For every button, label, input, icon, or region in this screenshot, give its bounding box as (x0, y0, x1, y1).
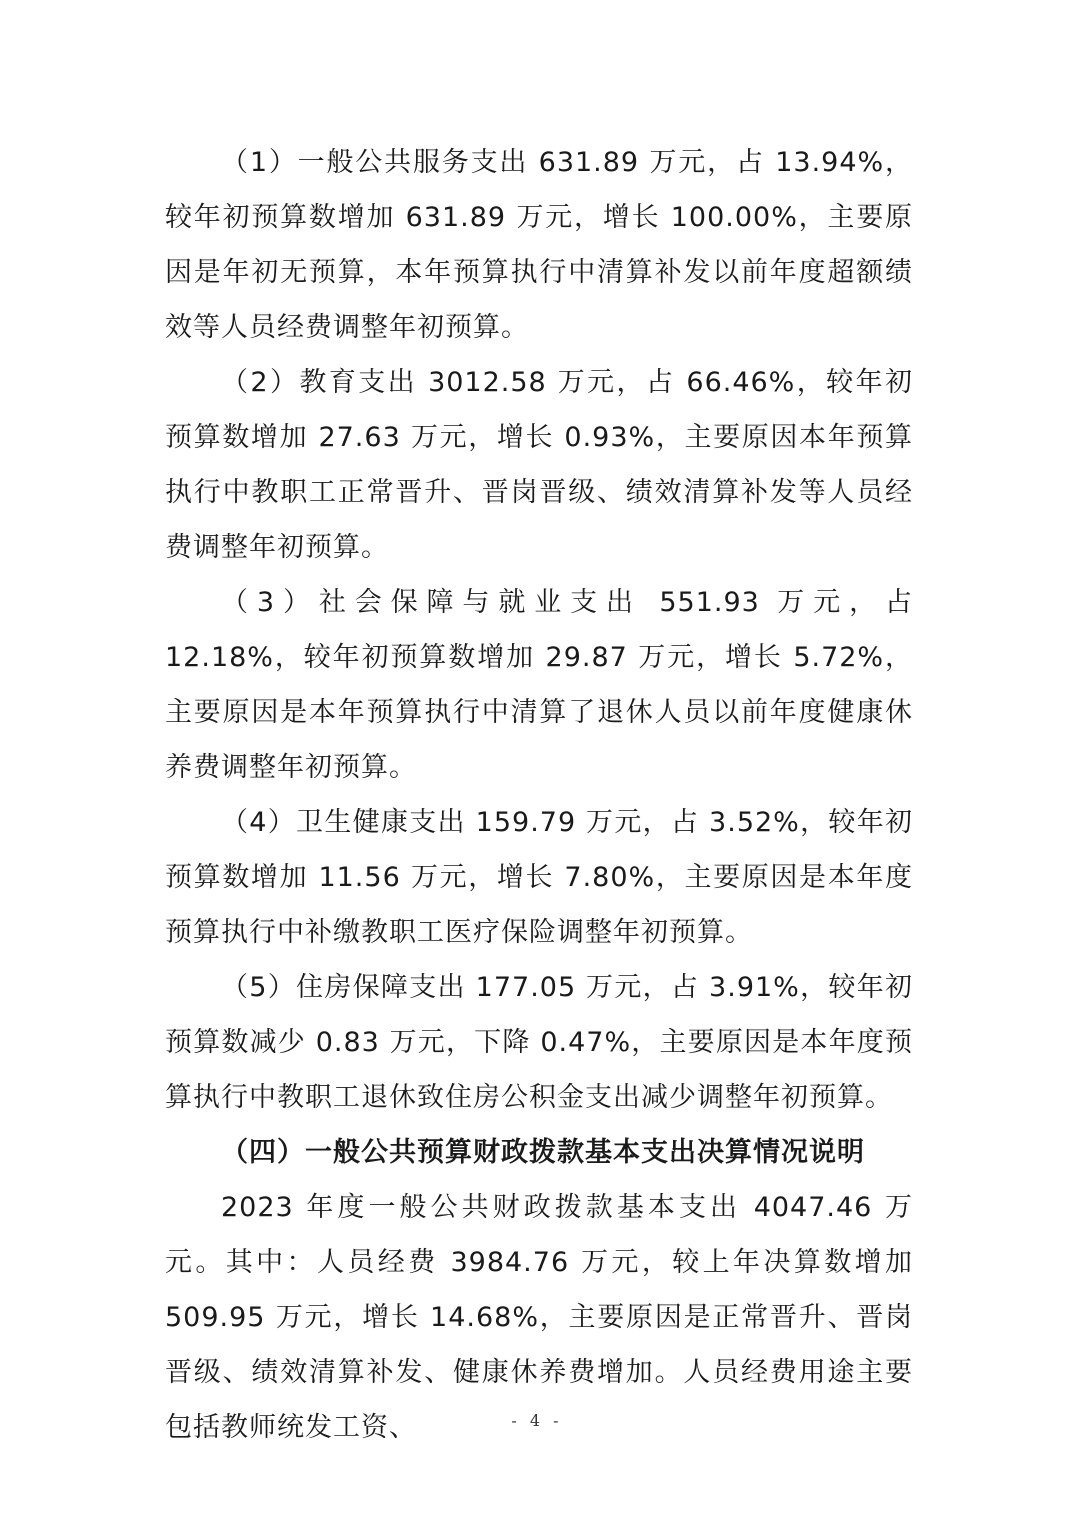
page-number: - 4 - (511, 1411, 563, 1430)
paragraph-health: （4）卫生健康支出 159.79 万元，占 3.52%，较年初预算数增加 11.56 万元，增长 7.80%，主要原因是本年度预算执行中补缴教职工医疗保险调整年初预算。 (165, 807, 913, 948)
document-body (165, 135, 913, 1455)
section-heading: （四）一般公共预算财政拨款基本支出决算情况说明 (221, 1137, 865, 1168)
paragraph-social-security: （3）社会保障与就业支出 551.93 万元，占 12.18%，较年初预算数增加 29.87 万元，增长 5.72%，主要原因是本年预算执行中清算了退休人员以前年度健康休养费调整年初预算。 (165, 587, 913, 783)
paragraph-basic-expenditure: 2023 年度一般公共财政拨款基本支出 4047.46 万元。其中：人员经费 3984.76 万元，较上年决算数增加 509.95 万元，增长 14.68%，主要原因是正常晋升、晋岗晋级、绩效清算补发、健康休养费增加。人员经费用途主要包括教师统发工资、 (165, 1192, 913, 1443)
paragraph-general-public-services: （1）一般公共服务支出 631.89 万元，占 13.94%，较年初预算数增加 631.89 万元，增长 100.00%，主要原因是年初无预算，本年预算执行中清算补发以前年度超额绩效等人员经费调整年初预算。 (165, 147, 913, 343)
paragraph-education: （2）教育支出 3012.58 万元，占 66.46%，较年初预算数增加 27.63 万元，增长 0.93%，主要原因本年预算执行中教职工正常晋升、晋岗晋级、绩效清算补发等人员经费调整年初预算。 (165, 367, 913, 563)
paragraph-housing: （5）住房保障支出 177.05 万元，占 3.91%，较年初预算数减少 0.83 万元，下降 0.47%，主要原因是本年度预算执行中教职工退休致住房公积金支出减少调整年初预算。 (165, 972, 913, 1113)
